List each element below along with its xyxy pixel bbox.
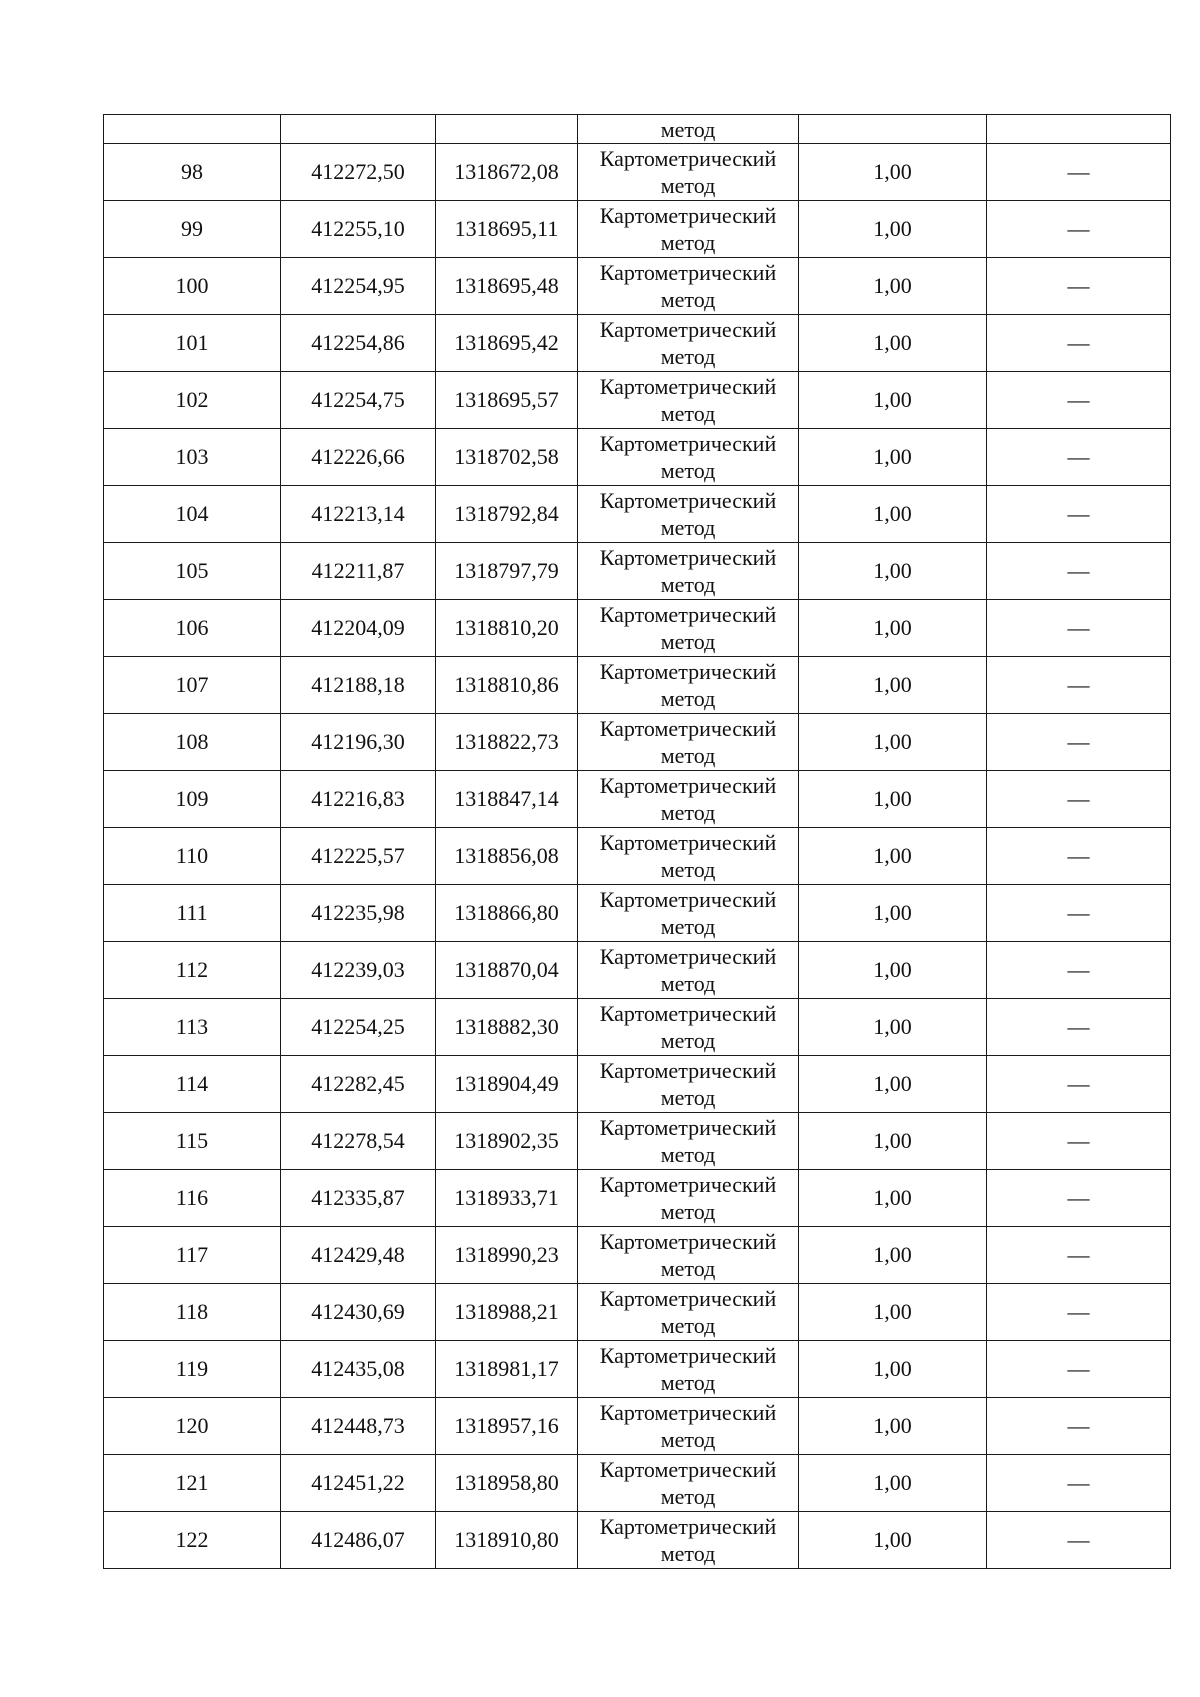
- cell-note: —: [987, 942, 1171, 999]
- cell-method: Картометрический метод: [578, 885, 799, 942]
- cell-x-coordinate: 412255,10: [281, 201, 436, 258]
- cell-point-number: 99: [104, 201, 281, 258]
- cell-point-number: 113: [104, 999, 281, 1056]
- cell-point-number: 115: [104, 1113, 281, 1170]
- cell-method: Картометрический метод: [578, 1455, 799, 1512]
- cell-y-coordinate: 1318981,17: [436, 1341, 578, 1398]
- cell-point-number: [104, 115, 281, 144]
- cell-method: Картометрический метод: [578, 1170, 799, 1227]
- cell-x-coordinate: 412204,09: [281, 600, 436, 657]
- cell-note: —: [987, 885, 1171, 942]
- cell-method: Картометрический метод: [578, 486, 799, 543]
- cell-method: Картометрический метод: [578, 1113, 799, 1170]
- cell-y-coordinate: 1318810,86: [436, 657, 578, 714]
- cell-y-coordinate: 1318702,58: [436, 429, 578, 486]
- cell-method: Картометрический метод: [578, 429, 799, 486]
- cell-method: Картометрический метод: [578, 999, 799, 1056]
- table-row: [104, 315, 1171, 372]
- cell-method: Картометрический метод: [578, 600, 799, 657]
- table-row: [104, 1341, 1171, 1398]
- cell-method: Картометрический метод: [578, 1341, 799, 1398]
- cell-y-coordinate: 1318882,30: [436, 999, 578, 1056]
- cell-point-number: 121: [104, 1455, 281, 1512]
- cell-y-coordinate: 1318904,49: [436, 1056, 578, 1113]
- cell-x-coordinate: 412448,73: [281, 1398, 436, 1455]
- cell-point-number: 112: [104, 942, 281, 999]
- cell-method: Картометрический метод: [578, 771, 799, 828]
- cell-accuracy: 1,00: [799, 1455, 987, 1512]
- cell-note: —: [987, 315, 1171, 372]
- cell-accuracy: 1,00: [799, 429, 987, 486]
- cell-x-coordinate: 412435,08: [281, 1341, 436, 1398]
- coordinates-table: [103, 114, 1171, 1569]
- cell-method: метод: [578, 115, 799, 144]
- cell-note: —: [987, 999, 1171, 1056]
- cell-note: —: [987, 1170, 1171, 1227]
- cell-method: Картометрический метод: [578, 1227, 799, 1284]
- cell-accuracy: 1,00: [799, 144, 987, 201]
- table-row: [104, 1398, 1171, 1455]
- table-row: [104, 543, 1171, 600]
- cell-note: —: [987, 543, 1171, 600]
- cell-note: [987, 115, 1171, 144]
- cell-x-coordinate: 412196,30: [281, 714, 436, 771]
- cell-y-coordinate: 1318695,57: [436, 372, 578, 429]
- cell-point-number: 98: [104, 144, 281, 201]
- cell-note: —: [987, 1398, 1171, 1455]
- cell-x-coordinate: 412254,95: [281, 258, 436, 315]
- cell-y-coordinate: 1318695,48: [436, 258, 578, 315]
- cell-note: —: [987, 1341, 1171, 1398]
- cell-note: —: [987, 486, 1171, 543]
- cell-x-coordinate: 412486,07: [281, 1512, 436, 1569]
- cell-accuracy: 1,00: [799, 1284, 987, 1341]
- table-row: [104, 600, 1171, 657]
- cell-accuracy: 1,00: [799, 315, 987, 372]
- cell-y-coordinate: 1318958,80: [436, 1455, 578, 1512]
- cell-point-number: 105: [104, 543, 281, 600]
- table-row: [104, 885, 1171, 942]
- cell-point-number: 110: [104, 828, 281, 885]
- cell-x-coordinate: 412254,25: [281, 999, 436, 1056]
- cell-accuracy: 1,00: [799, 201, 987, 258]
- cell-accuracy: 1,00: [799, 714, 987, 771]
- cell-note: —: [987, 1455, 1171, 1512]
- cell-y-coordinate: 1318695,11: [436, 201, 578, 258]
- table-row: [104, 1056, 1171, 1113]
- table-row: [104, 1455, 1171, 1512]
- table-row: [104, 657, 1171, 714]
- table-row: [104, 1170, 1171, 1227]
- cell-x-coordinate: 412282,45: [281, 1056, 436, 1113]
- cell-point-number: 104: [104, 486, 281, 543]
- cell-point-number: 106: [104, 600, 281, 657]
- cell-point-number: 122: [104, 1512, 281, 1569]
- cell-point-number: 109: [104, 771, 281, 828]
- cell-method: Картометрический метод: [578, 1284, 799, 1341]
- cell-note: —: [987, 1113, 1171, 1170]
- cell-y-coordinate: 1318810,20: [436, 600, 578, 657]
- cell-point-number: 108: [104, 714, 281, 771]
- cell-y-coordinate: 1318957,16: [436, 1398, 578, 1455]
- cell-method: Картометрический метод: [578, 1056, 799, 1113]
- cell-y-coordinate: 1318672,08: [436, 144, 578, 201]
- cell-accuracy: 1,00: [799, 1170, 987, 1227]
- cell-accuracy: 1,00: [799, 771, 987, 828]
- cell-x-coordinate: 412429,48: [281, 1227, 436, 1284]
- cell-note: —: [987, 258, 1171, 315]
- cell-note: —: [987, 1227, 1171, 1284]
- cell-method: Картометрический метод: [578, 258, 799, 315]
- cell-note: —: [987, 372, 1171, 429]
- cell-method: Картометрический метод: [578, 657, 799, 714]
- cell-accuracy: 1,00: [799, 258, 987, 315]
- table-row: [104, 201, 1171, 258]
- cell-y-coordinate: 1318856,08: [436, 828, 578, 885]
- cell-y-coordinate: 1318933,71: [436, 1170, 578, 1227]
- cell-y-coordinate: [436, 115, 578, 144]
- cell-x-coordinate: 412188,18: [281, 657, 436, 714]
- cell-method: Картометрический метод: [578, 144, 799, 201]
- table-row: [104, 1227, 1171, 1284]
- cell-point-number: 100: [104, 258, 281, 315]
- cell-note: —: [987, 771, 1171, 828]
- table-row: [104, 1113, 1171, 1170]
- cell-note: —: [987, 144, 1171, 201]
- table-row: [104, 144, 1171, 201]
- cell-point-number: 111: [104, 885, 281, 942]
- table-body: [104, 115, 1171, 1569]
- table-row: [104, 258, 1171, 315]
- cell-accuracy: 1,00: [799, 1512, 987, 1569]
- cell-point-number: 114: [104, 1056, 281, 1113]
- cell-note: —: [987, 600, 1171, 657]
- continuation-row: [104, 115, 1171, 144]
- cell-x-coordinate: 412213,14: [281, 486, 436, 543]
- cell-x-coordinate: 412211,87: [281, 543, 436, 600]
- cell-method: Картометрический метод: [578, 942, 799, 999]
- cell-point-number: 117: [104, 1227, 281, 1284]
- table-row: [104, 1284, 1171, 1341]
- cell-x-coordinate: 412235,98: [281, 885, 436, 942]
- cell-accuracy: 1,00: [799, 942, 987, 999]
- cell-x-coordinate: 412216,83: [281, 771, 436, 828]
- cell-method: Картометрический метод: [578, 543, 799, 600]
- cell-note: —: [987, 828, 1171, 885]
- cell-y-coordinate: 1318797,79: [436, 543, 578, 600]
- cell-method: Картометрический метод: [578, 201, 799, 258]
- cell-accuracy: 1,00: [799, 828, 987, 885]
- cell-accuracy: 1,00: [799, 1113, 987, 1170]
- cell-y-coordinate: 1318695,42: [436, 315, 578, 372]
- cell-point-number: 103: [104, 429, 281, 486]
- cell-point-number: 118: [104, 1284, 281, 1341]
- cell-note: —: [987, 657, 1171, 714]
- table-row: [104, 999, 1171, 1056]
- cell-method: Картометрический метод: [578, 315, 799, 372]
- cell-x-coordinate: 412430,69: [281, 1284, 436, 1341]
- cell-accuracy: 1,00: [799, 600, 987, 657]
- cell-method: Картометрический метод: [578, 1398, 799, 1455]
- table-row: [104, 828, 1171, 885]
- cell-method: Картометрический метод: [578, 372, 799, 429]
- cell-method: Картометрический метод: [578, 828, 799, 885]
- cell-y-coordinate: 1318870,04: [436, 942, 578, 999]
- cell-point-number: 102: [104, 372, 281, 429]
- cell-x-coordinate: 412226,66: [281, 429, 436, 486]
- cell-x-coordinate: 412254,86: [281, 315, 436, 372]
- table-row: [104, 1512, 1171, 1569]
- cell-point-number: 116: [104, 1170, 281, 1227]
- cell-accuracy: 1,00: [799, 1227, 987, 1284]
- cell-x-coordinate: 412239,03: [281, 942, 436, 999]
- table-row: [104, 429, 1171, 486]
- cell-accuracy: 1,00: [799, 999, 987, 1056]
- cell-point-number: 119: [104, 1341, 281, 1398]
- cell-point-number: 101: [104, 315, 281, 372]
- cell-accuracy: 1,00: [799, 1341, 987, 1398]
- cell-point-number: 107: [104, 657, 281, 714]
- cell-y-coordinate: 1318988,21: [436, 1284, 578, 1341]
- table-row: [104, 942, 1171, 999]
- table-row: [104, 372, 1171, 429]
- cell-y-coordinate: 1318822,73: [436, 714, 578, 771]
- cell-y-coordinate: 1318847,14: [436, 771, 578, 828]
- cell-accuracy: 1,00: [799, 543, 987, 600]
- cell-accuracy: [799, 115, 987, 144]
- cell-point-number: 120: [104, 1398, 281, 1455]
- table-row: [104, 486, 1171, 543]
- cell-note: —: [987, 1056, 1171, 1113]
- cell-accuracy: 1,00: [799, 885, 987, 942]
- cell-y-coordinate: 1318866,80: [436, 885, 578, 942]
- cell-note: —: [987, 429, 1171, 486]
- cell-x-coordinate: [281, 115, 436, 144]
- cell-accuracy: 1,00: [799, 1398, 987, 1455]
- cell-y-coordinate: 1318990,23: [436, 1227, 578, 1284]
- cell-y-coordinate: 1318902,35: [436, 1113, 578, 1170]
- table-row: [104, 771, 1171, 828]
- cell-accuracy: 1,00: [799, 1056, 987, 1113]
- cell-method: Картометрический метод: [578, 1512, 799, 1569]
- cell-x-coordinate: 412335,87: [281, 1170, 436, 1227]
- cell-x-coordinate: 412225,57: [281, 828, 436, 885]
- cell-note: —: [987, 1512, 1171, 1569]
- cell-x-coordinate: 412278,54: [281, 1113, 436, 1170]
- cell-note: —: [987, 1284, 1171, 1341]
- cell-x-coordinate: 412451,22: [281, 1455, 436, 1512]
- cell-note: —: [987, 714, 1171, 771]
- cell-x-coordinate: 412272,50: [281, 144, 436, 201]
- cell-note: —: [987, 201, 1171, 258]
- cell-accuracy: 1,00: [799, 657, 987, 714]
- cell-accuracy: 1,00: [799, 486, 987, 543]
- cell-y-coordinate: 1318910,80: [436, 1512, 578, 1569]
- cell-method: Картометрический метод: [578, 714, 799, 771]
- cell-y-coordinate: 1318792,84: [436, 486, 578, 543]
- table-row: [104, 714, 1171, 771]
- cell-accuracy: 1,00: [799, 372, 987, 429]
- cell-x-coordinate: 412254,75: [281, 372, 436, 429]
